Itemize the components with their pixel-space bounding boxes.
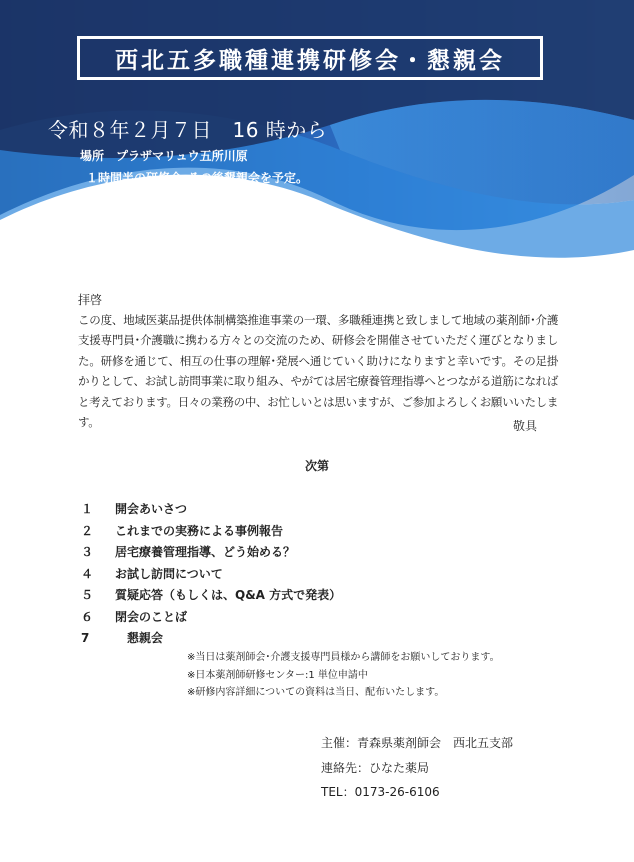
agenda-list: [81, 498, 341, 649]
agenda-item-number: ４: [81, 566, 94, 581]
venue: 場所 プラザマリュウ五所川原: [80, 149, 248, 163]
agenda-item-label: 居宅療養管理指導、どう始める？: [115, 545, 296, 560]
agenda-item: [81, 627, 341, 649]
schedule-note: １時間半の研修会･その後懇親会を予定。: [86, 171, 309, 185]
fee-care-staff: 介護職様方： 無料: [80, 213, 195, 227]
agenda-item-number: ５: [81, 588, 94, 603]
agenda-item-number: ６: [81, 609, 94, 624]
note-credit: ※日本薬剤師研修センター:1 単位申請中: [187, 669, 368, 681]
agenda-item-label: 開会あいさつ: [115, 502, 188, 517]
greeting: 拝啓: [78, 293, 103, 307]
agenda-item-label: 質疑応答（もしくは、Q&A 方式で発表）: [115, 588, 342, 603]
agenda-item-label: これまでの実務による事例報告: [115, 523, 284, 538]
fee-pharmacist: 参加費：薬剤師 1000 円: [80, 192, 226, 206]
agenda-item-number: ３: [81, 545, 94, 560]
agenda-title: 次第: [304, 459, 329, 473]
agenda-item: [81, 606, 341, 628]
organizer-host: 主催：青森県薬剤師会 西北五支部: [321, 736, 514, 750]
agenda-item-label: 懇親会: [115, 631, 164, 646]
agenda-item: [81, 541, 341, 563]
agenda-item: [81, 584, 341, 606]
agenda-item: [81, 498, 341, 520]
organizer-contact: 連絡先：ひなた薬局: [321, 760, 430, 775]
event-date: 令和８年２月７日 16 時から: [48, 118, 328, 142]
agenda-item-number: 7: [81, 630, 90, 645]
notes: [187, 649, 500, 702]
organizer-block: [321, 731, 513, 805]
agenda-item-label: お試し訪問について: [115, 566, 223, 581]
agenda-item-number: １: [81, 502, 94, 517]
note-materials: ※研修内容詳細についての資料は当日、配布いたします。: [187, 687, 445, 698]
agenda-item-number: ２: [81, 523, 94, 538]
event-title: 西北五多職種連携研修会・懇親会: [77, 36, 543, 80]
letter-body: この度、地域医薬品提供体制構築推進事業の一環、多職種連携と致しまして地域の薬剤師･介護支援専門員･介護職に携わる方々との交流のため、研修会を開催させていただく運びとなりました。研修を通じて、相互の仕事の理解･発展へ通じていく助けになりますと幸いです。その足掛かりとして、お試し訪問事業に取り組み、やがては居宅療養管理指導へとつながる道筋になればと考えております。日々の業務の中、お忙しいとは思いますが、ご参加よろしくお願いいたします。: [78, 313, 558, 430]
note-lecturers: ※当日は薬剤師会･介護支援専門員様から講師をお願いしております。: [187, 652, 500, 663]
organizer-tel: TEL：0173-26-6106: [321, 785, 440, 799]
agenda-item-label: 閉会のことば: [115, 609, 188, 624]
agenda-item: [81, 520, 341, 542]
closing: 敬具: [513, 419, 538, 433]
agenda-item: [81, 563, 341, 585]
